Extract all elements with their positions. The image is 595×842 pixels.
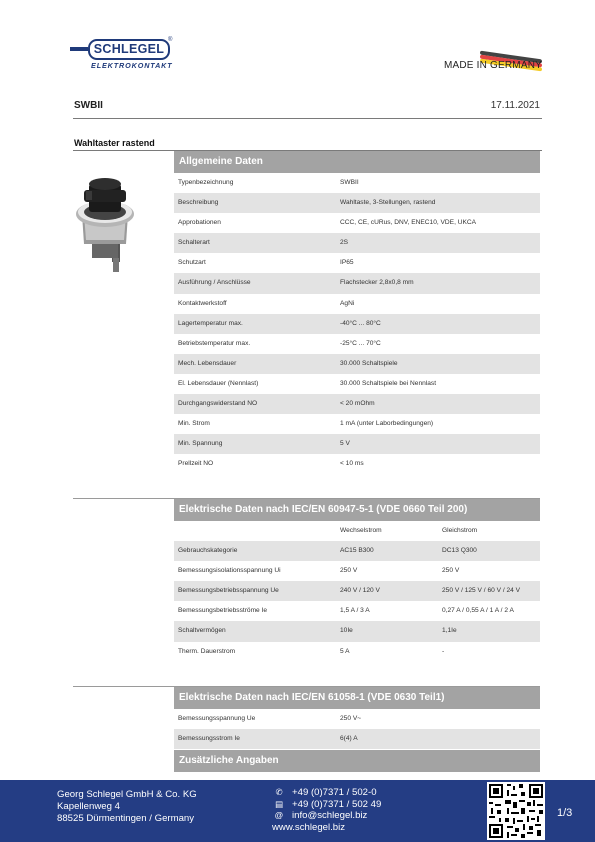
row-label: Schaltvermögen	[178, 627, 226, 635]
row-label: Min. Strom	[178, 420, 210, 428]
table-row	[174, 729, 540, 749]
email-line	[272, 810, 381, 822]
table-row	[174, 354, 540, 374]
table-row	[174, 193, 540, 213]
table-row	[174, 273, 540, 293]
table-row	[174, 334, 540, 354]
row-value: CCC, CE, cURus, DNV, ENEC10, VDE, UKCA	[340, 219, 477, 227]
row-label: Betriebstemperatur max.	[178, 339, 251, 347]
row-value: AgNi	[340, 299, 355, 307]
column-header-ac: Wechselstrom	[340, 527, 382, 534]
row-label: Schutzart	[178, 259, 206, 267]
qr-code	[487, 782, 545, 840]
row-value: 1 mA (unter Laborbedingungen)	[340, 420, 434, 428]
table-row	[174, 621, 540, 641]
row-value-dc: 250 V	[442, 567, 460, 575]
row-label: Prellzeit NO	[178, 460, 214, 468]
table-row	[174, 414, 540, 434]
header-divider	[73, 118, 542, 119]
row-label: Bemessungsisolationsspannung Ui	[178, 567, 281, 575]
table-row	[174, 173, 540, 193]
row-value-ac: 240 V / 120 V	[340, 587, 380, 595]
row-value: SWBII	[340, 179, 359, 186]
row-label: Gebrauchskategorie	[178, 547, 238, 555]
row-label: Approbationen	[178, 219, 221, 227]
logo-name: SCHLEGEL	[88, 39, 170, 60]
phone-line	[272, 787, 381, 799]
logo-bar	[70, 47, 88, 51]
page-footer	[0, 780, 595, 842]
row-label: Bemessungsspannung Ue	[178, 715, 256, 722]
section-title: Allgemeine Daten	[174, 151, 540, 173]
row-value-dc: 250 V / 125 V / 60 V / 24 V	[442, 587, 521, 595]
row-label: Durchgangswiderstand NO	[178, 400, 258, 408]
fax-icon: ▤	[274, 798, 284, 809]
section-title: Zusätzliche Angaben	[174, 750, 540, 772]
row-label: Bemessungsbetriebsspannung Ue	[178, 587, 279, 595]
table-row	[174, 294, 540, 314]
table-row	[174, 314, 540, 334]
web-line	[272, 822, 381, 834]
row-label: Bemessungsstrom Ie	[178, 735, 240, 743]
row-label: Beschreibung	[178, 199, 219, 207]
product-image	[72, 170, 138, 274]
table-row	[174, 233, 540, 253]
row-value-ac: AC15 B300	[340, 547, 374, 555]
company-address	[57, 789, 197, 825]
row-label: Typenbezeichnung	[178, 179, 234, 186]
row-value: 5 V	[340, 440, 350, 448]
table-row	[174, 642, 540, 662]
fax-line	[272, 799, 381, 811]
row-value: -25°C ... 70°C	[340, 339, 381, 347]
email-icon: @	[274, 810, 284, 821]
web-link[interactable]: www.schlegel.biz	[272, 821, 346, 833]
row-value: Wahltaste, 3-Stellungen, rastend	[340, 199, 436, 207]
row-value: 6(4) A	[340, 735, 358, 743]
row-value: 250 V~	[340, 715, 362, 722]
row-label: Ausführung / Anschlüsse	[178, 279, 251, 287]
logo-registered-mark: ®	[168, 37, 173, 43]
table-row	[174, 253, 540, 273]
table-row	[174, 581, 540, 601]
row-value: 2S	[340, 239, 349, 247]
company-name: Georg Schlegel GmbH & Co. KG	[57, 789, 197, 800]
contact-block	[272, 787, 381, 833]
phone-icon: ✆	[275, 787, 283, 797]
row-label: Mech. Lebensdauer	[178, 359, 237, 367]
table-row	[174, 601, 540, 621]
table-row	[174, 394, 540, 414]
row-value: 30.000 Schaltspiele bei Nennlast	[340, 379, 437, 387]
row-value-dc: DC13 Q300	[442, 547, 477, 555]
street: Kapellenweg 4	[57, 801, 120, 812]
row-label: Kontaktwerkstoff	[178, 299, 227, 307]
row-value-ac: 250 V	[340, 567, 358, 575]
additional-info-section	[174, 750, 540, 772]
row-value-ac: 5 A	[340, 647, 350, 655]
table-header-row	[174, 521, 540, 541]
email-link[interactable]: info@schlegel.biz	[292, 810, 368, 822]
table-row	[174, 541, 540, 561]
table-row	[174, 213, 540, 233]
product-title: Wahltaster rastend	[74, 138, 155, 148]
product-code: SWBII	[74, 100, 103, 111]
row-value-dc: 1,1Ie	[442, 627, 457, 635]
phone-number: +49 (0)7371 / 502-0	[292, 787, 377, 798]
electrical-data-60947-section	[174, 499, 540, 662]
section-title: Elektrische Daten nach IEC/EN 61058-1 (VDE 0630 Teil1)	[174, 687, 540, 709]
table-row	[174, 374, 540, 394]
column-header-dc: Gleichstrom	[442, 527, 478, 534]
row-value: IP65	[340, 259, 354, 267]
row-value-dc: 0,27 A / 0,55 A / 1 A / 2 A	[442, 607, 514, 615]
row-value: < 10 ms	[340, 460, 364, 468]
table-row	[174, 561, 540, 581]
table-row	[174, 454, 540, 474]
row-label: Bemessungsbetriebsströme Ie	[178, 607, 268, 615]
fax-number: +49 (0)7371 / 502 49	[292, 798, 382, 810]
city: 88525 Dürmentingen / Germany	[57, 813, 195, 824]
row-value: -40°C ... 80°C	[340, 319, 381, 327]
page-number: 1/3	[557, 807, 573, 819]
row-label: Lagertemperatur max.	[178, 319, 243, 327]
row-value-ac: 1,5 A / 3 A	[340, 607, 370, 615]
table-row	[174, 709, 540, 729]
row-label: Min. Spannung	[178, 440, 223, 448]
row-value: Flachstecker 2,8x0,8 mm	[340, 279, 414, 287]
row-label: El. Lebensdauer (Nennlast)	[178, 379, 259, 387]
row-label: Schalterart	[178, 239, 210, 247]
made-in-germany: MADE IN GERMANY	[443, 60, 542, 71]
company-logo	[70, 38, 182, 74]
row-value: 30.000 Schaltspiele	[340, 359, 398, 367]
section-title: Elektrische Daten nach IEC/EN 60947-5-1 (VDE 0660 Teil 200)	[174, 499, 540, 521]
electrical-data-61058-section	[174, 687, 540, 749]
general-data-section	[174, 151, 540, 474]
row-value-dc: -	[442, 647, 445, 655]
logo-subtitle: ELEKTROKONTAKT	[91, 61, 173, 70]
row-value: < 20 mOhm	[340, 400, 375, 408]
row-label: Therm. Dauerstrom	[178, 647, 236, 655]
row-value-ac: 10Ie	[340, 627, 353, 635]
table-row	[174, 434, 540, 454]
document-date: 17.11.2021	[490, 100, 540, 111]
